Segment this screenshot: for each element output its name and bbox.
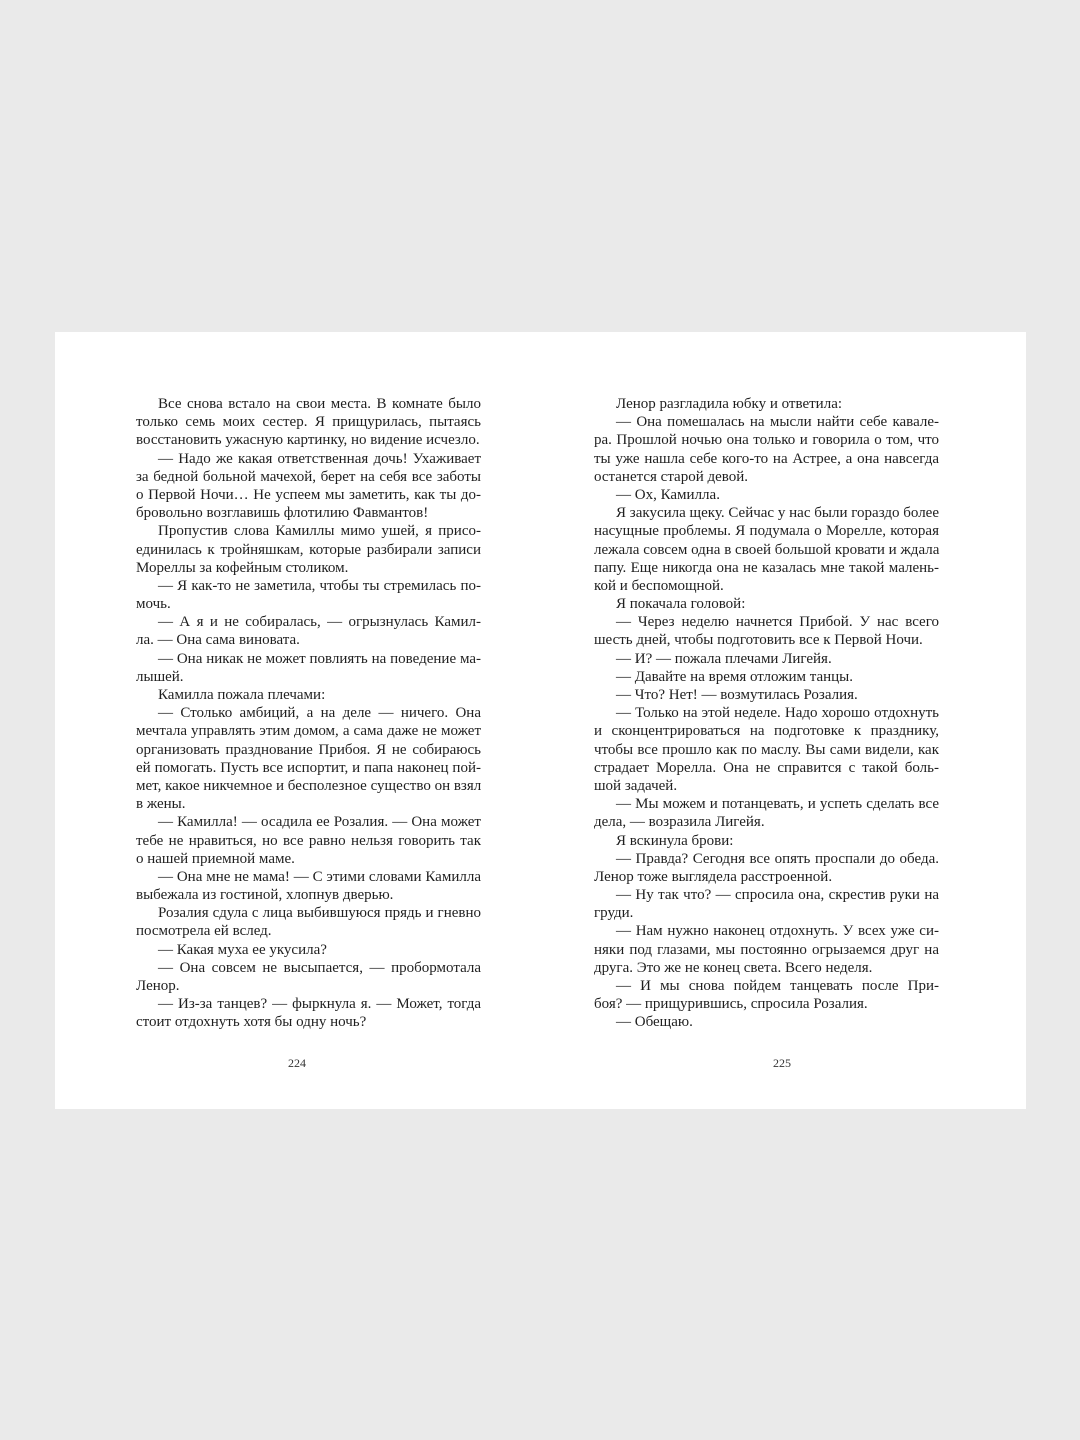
text-line: Камилла пожала плечами:	[158, 687, 326, 703]
text-line: о нашей приемной маме.	[136, 850, 295, 867]
text-line: ла. — Она сама виновата.	[136, 632, 300, 649]
text-line: Ленор тоже выглядела расстроенной.	[594, 868, 833, 885]
text-line: — Мы можем и потанцевать, и успеть сделать все	[616, 796, 939, 813]
text-line: друга. Это же не конец света. Всего неделя.	[594, 959, 873, 976]
text-line: мечтала управлять этим домом, а сама даже не может	[136, 723, 481, 740]
text-line: организовать празднование Прибоя. Я не собираюсь	[136, 741, 481, 758]
text-line: груди.	[594, 905, 634, 922]
text-line: в жены.	[136, 796, 186, 813]
text-line: — Только на этой неделе. Надо хорошо отдохнуть	[616, 705, 939, 722]
text-line: — Давайте на время отложим танцы.	[616, 668, 853, 685]
left-page-text	[136, 395, 481, 1032]
text-line: боя? — прищурившись, спросила Розалия.	[594, 996, 868, 1013]
text-line: — А я и не собиралась, — огрызнулась Камил-	[158, 614, 481, 631]
text-line: Я покачала головой:	[616, 596, 746, 613]
text-line: — Она совсем не высыпается, — пробормотала	[158, 959, 481, 976]
text-line: чтобы все прошло как по маслу. Вы сами видели, как	[594, 741, 939, 758]
text-line: Я вскинула брови:	[616, 832, 734, 849]
text-line: — Что? Нет! — возмутилась Розалия.	[616, 687, 858, 703]
right-page-text	[594, 395, 939, 1032]
text-line: тебе не нравиться, но все равно нельзя говорить так	[136, 832, 481, 849]
text-line: Пропустив слова Камиллы мимо ушей, я присо-	[158, 523, 481, 540]
text-line: — Надо же какая ответственная дочь! Ухаживает	[158, 450, 481, 467]
text-line: — Из-за танцев? — фыркнула я. — Может, тогда	[158, 996, 481, 1013]
text-line: кой и беспомощной.	[594, 577, 724, 594]
text-line: за бедной больной мачехой, берет на себя все заботы	[136, 468, 481, 485]
text-line: няки под глазами, мы постоянно огрызаемся друг на	[594, 941, 939, 958]
text-line: лежала совсем одна в своей большой кровати и ждала	[594, 541, 940, 558]
page-number-left: 224	[288, 1056, 306, 1070]
text-line: насущные проблемы. Я подумала о Морелле, которая	[594, 523, 939, 540]
text-line: — Через неделю начнется Прибой. У нас всего	[616, 614, 939, 631]
text-line: Все снова встало на свои места. В комнате было	[158, 396, 481, 412]
text-line: Ленор разгладила юбку и ответила:	[616, 396, 843, 412]
text-line: ра. Прошлой ночью она только и говорила о том, что	[594, 432, 939, 449]
text-line: о Первой Ночи… Не успеем мы заметить, как ты до-	[136, 486, 481, 503]
text-line: — И? — пожала плечами Лигейя.	[616, 650, 832, 667]
text-line: — Обещаю.	[616, 1014, 693, 1031]
text-line: — Она никак не может повлиять на поведение ма-	[158, 650, 481, 667]
text-line: бровольно возглавишь флотилию Фавмантов!	[136, 505, 429, 522]
text-line: Ленор.	[136, 978, 180, 994]
text-line: дела, — возразила Лигейя.	[594, 814, 765, 831]
text-line: — Я как-то не заметила, чтобы ты стремилась по-	[158, 577, 481, 594]
text-line: — Она помешалась на мысли найти себе кавале-	[616, 414, 939, 431]
text-line: — Нам нужно наконец отдохнуть. У всех уже си-	[616, 923, 939, 940]
text-line: восстановить ужасную картинку, но видение исчезло.	[136, 432, 480, 449]
text-line: мочь.	[136, 596, 171, 613]
text-line: мет, какое никчемное и бесполезное существо он взял	[136, 777, 482, 794]
page-number-right: 225	[773, 1056, 791, 1070]
text-line: — Правда? Сегодня все опять проспали до обеда.	[616, 850, 939, 867]
text-line: страдает Морелла. Она не справится с такой боль-	[594, 759, 939, 776]
text-line: выбежала из гостиной, хлопнув дверью.	[136, 887, 394, 904]
text-line: ты уже нашла себе кого-то на Астрее, а она навсегда	[594, 450, 939, 467]
text-line: — Ну так что? — спросила она, скрестив руки на	[616, 887, 939, 904]
text-line: ей помогать. Пусть все испортит, и папа наконец пой-	[136, 759, 481, 776]
text-line: — Ох, Камилла.	[616, 486, 720, 503]
text-line: — Какая муха ее укусила?	[158, 941, 327, 958]
text-line: Розалия сдула с лица выбившуюся прядь и гневно	[158, 905, 481, 922]
book-spread	[55, 332, 1026, 1109]
text-line: шесть дней, чтобы подготовить все к Первой Ночи.	[594, 632, 923, 649]
text-line: стоит отдохнуть хотя бы одну ночь?	[136, 1014, 367, 1031]
text-line: только семь моих сестер. Я прищурилась, пытаясь	[136, 414, 481, 431]
text-line: шой задачей.	[594, 777, 678, 794]
text-line: и сконцентрироваться на подготовке к празднику,	[594, 723, 939, 740]
text-line: посмотрела ей вслед.	[136, 923, 272, 940]
text-line: — Камилла! — осадила ее Розалия. — Она может	[158, 814, 481, 831]
text-line: останется старой девой.	[594, 468, 749, 485]
text-line: — И мы снова пойдем танцевать после При-	[616, 978, 939, 994]
text-line: единилась к тройняшкам, которые разбирали записи	[136, 541, 481, 558]
text-line: — Столько амбиций, а на деле — ничего. Она	[158, 705, 481, 722]
text-line: папу. Еще никогда она не казалась мне такой малень-	[594, 559, 939, 576]
text-line: Я закусила щеку. Сейчас у нас были гораздо более	[616, 505, 939, 522]
text-line: — Она мне не мама! — С этими словами Камилла	[158, 868, 481, 885]
text-line: Мореллы за кофейным столиком.	[136, 559, 349, 576]
text-line: лышей.	[136, 668, 184, 685]
